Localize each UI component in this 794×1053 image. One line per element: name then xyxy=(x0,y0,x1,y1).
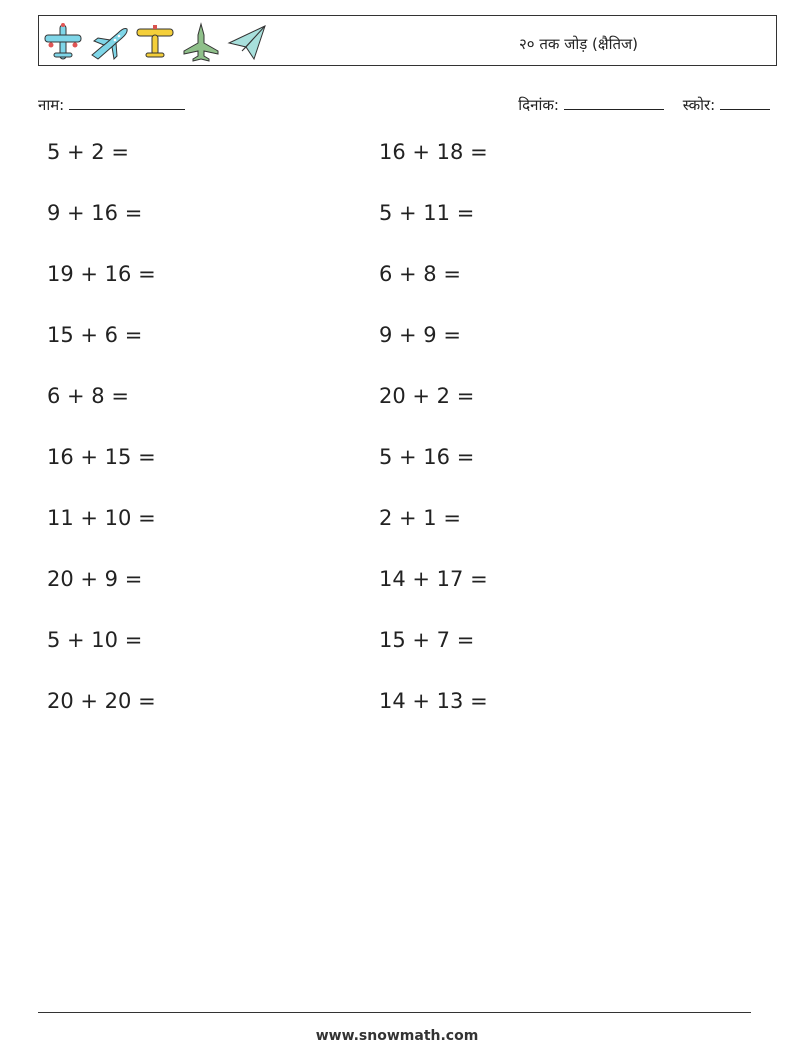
problem-right-5: 20 + 2 = xyxy=(379,384,475,408)
date-label: दिनांक: xyxy=(518,96,559,114)
fighter-jet-icon xyxy=(180,21,222,63)
problem-left-4: 15 + 6 = xyxy=(47,323,143,347)
worksheet-header xyxy=(38,15,777,66)
problem-right-2: 5 + 11 = xyxy=(379,201,475,225)
icon-row xyxy=(42,21,268,63)
name-field xyxy=(38,94,185,115)
problem-right-8: 14 + 17 = xyxy=(379,567,488,591)
problem-right-6: 5 + 16 = xyxy=(379,445,475,469)
jet-plane-icon xyxy=(88,21,130,63)
problem-left-8: 20 + 9 = xyxy=(47,567,143,591)
name-label: नाम: xyxy=(38,96,65,114)
problem-left-6: 16 + 15 = xyxy=(47,445,156,469)
problem-right-7: 2 + 1 = xyxy=(379,506,461,530)
score-blank[interactable] xyxy=(720,94,770,110)
problem-left-9: 5 + 10 = xyxy=(47,628,143,652)
footer-divider xyxy=(38,1012,751,1013)
problem-right-4: 9 + 9 = xyxy=(379,323,461,347)
problem-left-5: 6 + 8 = xyxy=(47,384,129,408)
name-blank[interactable] xyxy=(69,94,185,110)
paper-plane-icon xyxy=(226,21,268,63)
date-score-fields xyxy=(518,94,770,115)
problem-right-9: 15 + 7 = xyxy=(379,628,475,652)
date-blank[interactable] xyxy=(564,94,664,110)
worksheet-title: २० तक जोड़ (क्षैतिज) xyxy=(519,35,639,53)
biplane-icon xyxy=(134,21,176,63)
problem-right-3: 6 + 8 = xyxy=(379,262,461,286)
propeller-plane-icon xyxy=(42,21,84,63)
problem-left-7: 11 + 10 = xyxy=(47,506,156,530)
problem-left-3: 19 + 16 = xyxy=(47,262,156,286)
score-label: स्कोर: xyxy=(682,96,716,114)
problem-left-2: 9 + 16 = xyxy=(47,201,143,225)
problem-right-10: 14 + 13 = xyxy=(379,689,488,713)
problem-right-1: 16 + 18 = xyxy=(379,140,488,164)
problem-left-1: 5 + 2 = xyxy=(47,140,129,164)
footer-url: www.snowmath.com xyxy=(315,1028,479,1044)
problem-left-10: 20 + 20 = xyxy=(47,689,156,713)
